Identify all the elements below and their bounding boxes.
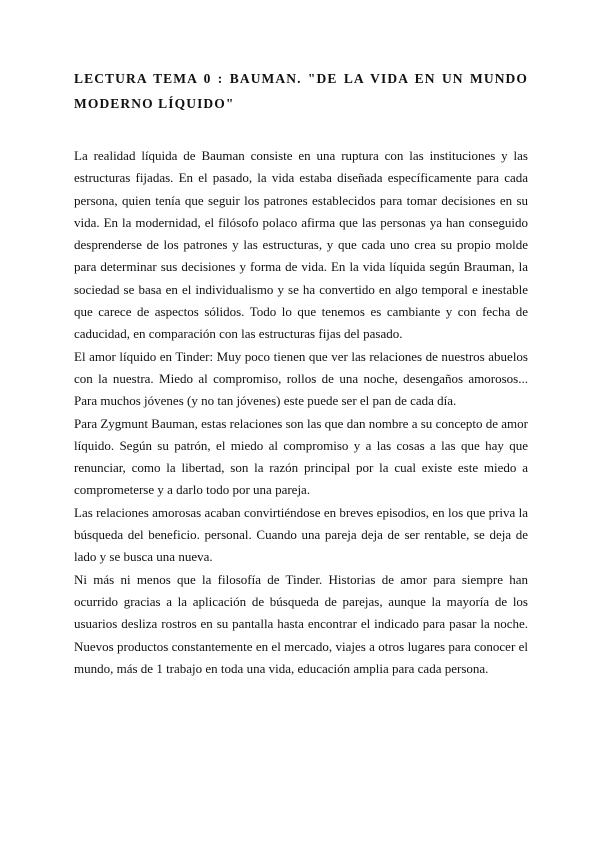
paragraph-relaciones-amorosas: Las relaciones amorosas acaban convirtiéndose en breves episodios, en los que priva la búsqueda del beneficio. personal. Cuando una pareja deja de ser rentable, se deja de lado y se busca una nueva. — [74, 504, 528, 565]
paragraph-amor-liquido-tinder: El amor líquido en Tinder: Muy poco tienen que ver las relaciones de nuestros abuelos con la nuestra. Miedo al compromiso, rollos de una noche, desengaños amorosos... Para muchos jóvenes (y no tan jóvenes) este puede ser el pan de cada día. — [74, 348, 528, 409]
document-title: LECTURA TEMA 0 : BAUMAN. "DE LA VIDA EN UN MUNDO MODERNO LÍQUIDO" — [74, 71, 528, 111]
paragraph-filosofia-tinder: Ni más ni menos que la filosofía de Tinder. Historias de amor para siempre han ocurrido gracias a la aplicación de búsqueda de parejas, aunque la mayoría de los usuarios desliza rostros en su pantalla hasta encontrar el indicado para pasar la noche. Nuevos productos constantemente en el mercado, viajes a otros lugares para conocer el mundo, más de 1 trabajo en toda una vida, educación amplia para cada persona. — [74, 571, 528, 676]
document-page — [74, 66, 528, 680]
paragraph-realidad-liquida: La realidad líquida de Bauman consiste en una ruptura con las instituciones y las estructuras fijadas. En el pasado, la vida estaba diseñada específicamente para cada persona, quien tenía que seguir los patrones establecidos para tomar decisiones en su vida. En la modernidad, el filósofo polaco afirma que las personas ya han conseguido desprenderse de los patrones y las estructuras, y que cada uno crea su propio molde para determinar sus decisiones y forma de vida. En la vida líquida según Brauman, la sociedad se basa en el individualismo y se ha convertido en algo temporal e inestable que carece de aspectos sólidos. Todo lo que tenemos es cambiante y con fecha de caducidad, en comparación con las estructuras fijas del pasado. — [74, 148, 528, 342]
paragraph-zygmunt-bauman: Para Zygmunt Bauman, estas relaciones son las que dan nombre a su concepto de amor líquido. Según su patrón, el miedo al compromiso y a las cosas a las que hay que renunciar, como la libertad, son la razón principal por la cual existe este miedo a comprometerse y a darlo todo por una pareja. — [74, 415, 528, 498]
